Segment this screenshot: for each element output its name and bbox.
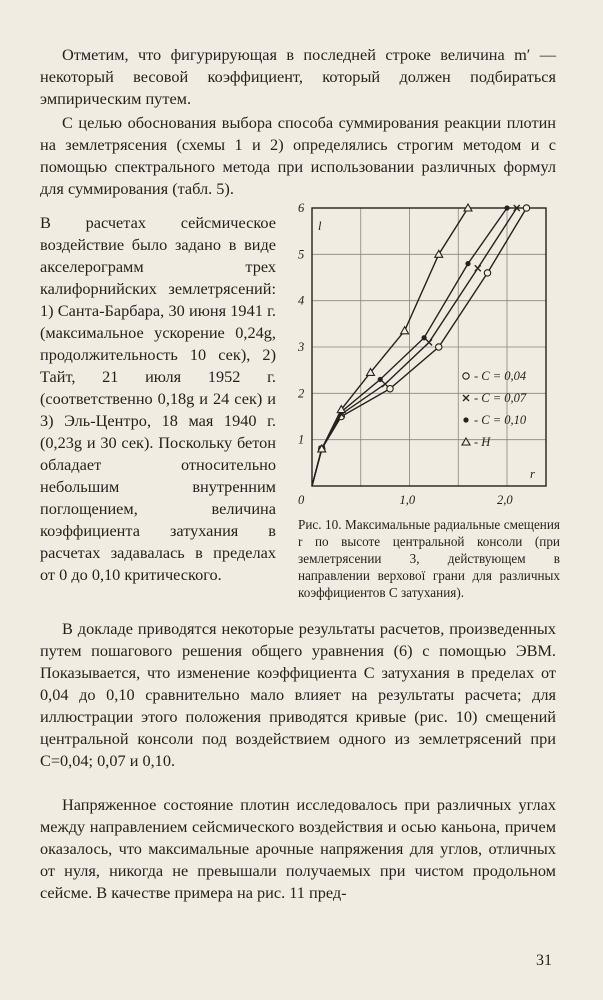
paragraph-3: В расчетах сейсмическое воздействие было задано в виде акселерограмм трех калифорнийских землетрясений: 1) Санта-Барбара, 30 июня 1941 г. (максимальное ускорение 0,24g, продолжительность 10 сек), 2) Тайт, 21 июля 1952 г. (соответственно 0,18g и 24 сек) и 3) Эль-Центро, 18 мая 1940 г. (0,23g и 30 сек). Поскольку бетон обладает относительно небольшим внутренним поглощением, величина коэффициента затухания в расчетах задавалась в пределах от 0 до 0,10 критического. — [40, 213, 276, 584]
data-point-s1 — [475, 265, 481, 271]
paragraph-2: С целью обоснования выбора способа суммирования реакции плотин на землетрясения (схемы 1 и 2) определялись строгим методом и с помощью спектрального метода при использовании различных формул для суммирования (табл. 5). — [40, 113, 556, 198]
data-point-s2 — [465, 261, 470, 266]
legend-label-3: - H — [474, 435, 491, 449]
x-axis-label: r — [530, 467, 535, 481]
legend-marker-2 — [463, 417, 468, 422]
y-tick-label: 2 — [298, 386, 305, 401]
data-point-s1 — [382, 381, 388, 387]
data-point-s2 — [504, 205, 509, 210]
figure-caption: Рис. 10. Максимальные радиальные смещения r по высоте центральной консоли (при землетрясении 3, действующем в направлении верхової грани для различных коэффициентов C затухания). — [298, 517, 560, 600]
data-point-s3 — [401, 327, 409, 334]
y-tick-label: 6 — [298, 201, 305, 215]
legend-label-2: - C = 0,10 — [474, 413, 527, 427]
y-axis-label: l — [318, 219, 322, 233]
data-point-s0 — [484, 270, 490, 276]
legend-marker-1 — [463, 395, 469, 401]
legend-marker-3 — [462, 438, 470, 445]
x-tick-label: 1,0 — [399, 493, 416, 507]
radial-displacement-chart — [288, 196, 560, 516]
y-tick-label: 5 — [298, 247, 305, 262]
paragraph-5: Напряженное состояние плотин исследовалось при различных углах между направлением сейсмического воздействия и осью каньона, причем оказалось, что максимальные арочные напряжения для углов, отличных от нуля, никогда не превышали получаемых при чистом продольном сейсме. В качестве примера на рис. 11 пред- — [40, 795, 556, 902]
data-point-s2 — [422, 335, 427, 340]
legend-label-1: - C = 0,07 — [474, 391, 527, 405]
paragraph-1: Отметим, что фигурирующая в последней строке величина m′ — некоторый весовой коэффициент, который должен подбираться эмпирическим путем. — [40, 45, 556, 108]
x-tick-label: 0 — [298, 493, 305, 507]
legend-marker-0 — [463, 373, 469, 379]
data-point-s0 — [436, 344, 442, 350]
x-tick-label: 2,0 — [497, 493, 513, 507]
data-point-s2 — [378, 377, 383, 382]
page-number: 31 — [536, 952, 552, 969]
y-tick-label: 1 — [298, 432, 305, 447]
y-tick-label: 4 — [298, 293, 305, 308]
data-point-s1 — [426, 339, 432, 345]
legend-label-0: - C = 0,04 — [474, 369, 527, 383]
data-point-s3 — [435, 250, 443, 257]
data-point-s0 — [523, 205, 529, 211]
figure-10 — [288, 196, 560, 516]
y-tick-label: 3 — [298, 340, 305, 354]
paragraph-4: В докладе приводятся некоторые результаты расчетов, произведенных путем пошагового решения общего уравнения (6) с помощью ЭВМ. Показывается, что изменение коэффициента C затухания в пределах от 0,04 до 0,10 сравнительно мало влияет на результаты расчета; для иллюстрации этого положения приводятся кривые (рис. 10) смещений центральной консоли под воздействием одного из землетрясений при C=0,04; 0,07 и 0,10. — [40, 619, 556, 770]
